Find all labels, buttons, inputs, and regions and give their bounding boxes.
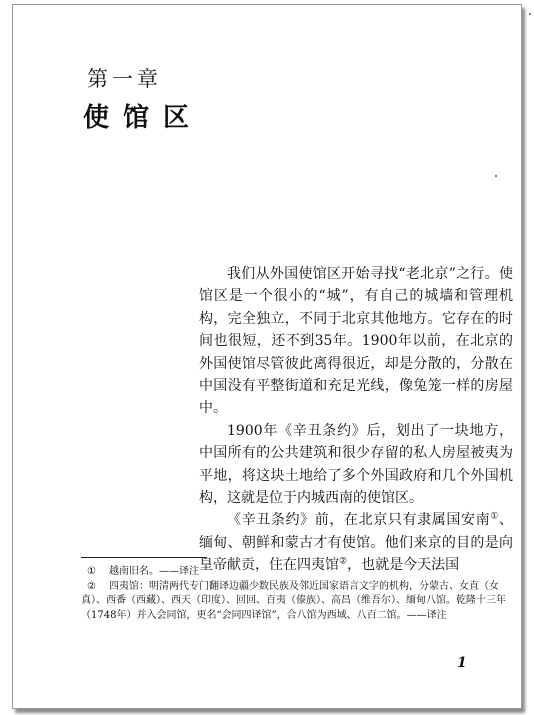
footnote-reference: ② — [339, 556, 348, 567]
paragraph-text: 《辛丑条约》前，在北京只有隶属国安南 — [227, 512, 491, 529]
footnote-item — [81, 580, 511, 623]
footnotes — [81, 565, 511, 624]
footnote-text: 四夷馆：明清两代专门翻译边疆少数民族及邻近国家语言文字的机构，分蒙古、女直（女真）、西番（西藏）、西天（印度）、回回、百夷（傣族）、高昌（维吾尔）、缅甸八馆。乾隆十三年（1748年）并入会同馆，更名“会同四译馆”，合八馆为西域、八百二馆。——译注 — [81, 581, 506, 621]
paragraph-text: 1900年《辛丑条约》后，划出了一块地方，中国所有的公共建筑和很少存留的私人房屋被夷为平地，将这块土地给了多个外国政府和几个外国机构，这就是位于内城西南的使馆区。 — [199, 422, 513, 507]
body-paragraph — [199, 263, 513, 420]
body-text — [199, 263, 513, 577]
body-paragraph — [199, 420, 513, 510]
footnote-marker: ② — [87, 581, 96, 593]
scan-mark — [495, 175, 497, 177]
footnote-text: 越南旧名。——译注 — [109, 566, 199, 577]
chapter-label: 第一章 — [87, 67, 162, 91]
paragraph-text: 我们从外国使馆区开始寻找“老北京”之行。使馆区是一个很小的“城”，有自己的城墙和管理机构，完全独立，不同于北京其他地方。它存在的时间也很短，还不到35年。1900年以前，在北京的外国使馆尽管彼此离得很近，却是分散的，分散在中国没有平整街道和充足光线，像兔笼一样的房屋中。 — [199, 266, 513, 417]
chapter-title: 使馆区 — [83, 103, 204, 133]
footnote-item — [81, 565, 511, 579]
page-number: 1 — [457, 655, 467, 671]
footnote-marker: ① — [87, 566, 96, 577]
footnote-reference: ① — [490, 511, 499, 522]
book-page — [12, 4, 522, 709]
footnote-divider — [81, 557, 207, 558]
paragraph-text: ，也就是今天法国 — [347, 557, 460, 574]
scan-mark — [529, 13, 531, 15]
paragraph-text: 、缅甸、朝鲜和蒙古才有使馆。他们来京的目的是向皇帝献贡，住在四夷馆 — [199, 512, 513, 574]
